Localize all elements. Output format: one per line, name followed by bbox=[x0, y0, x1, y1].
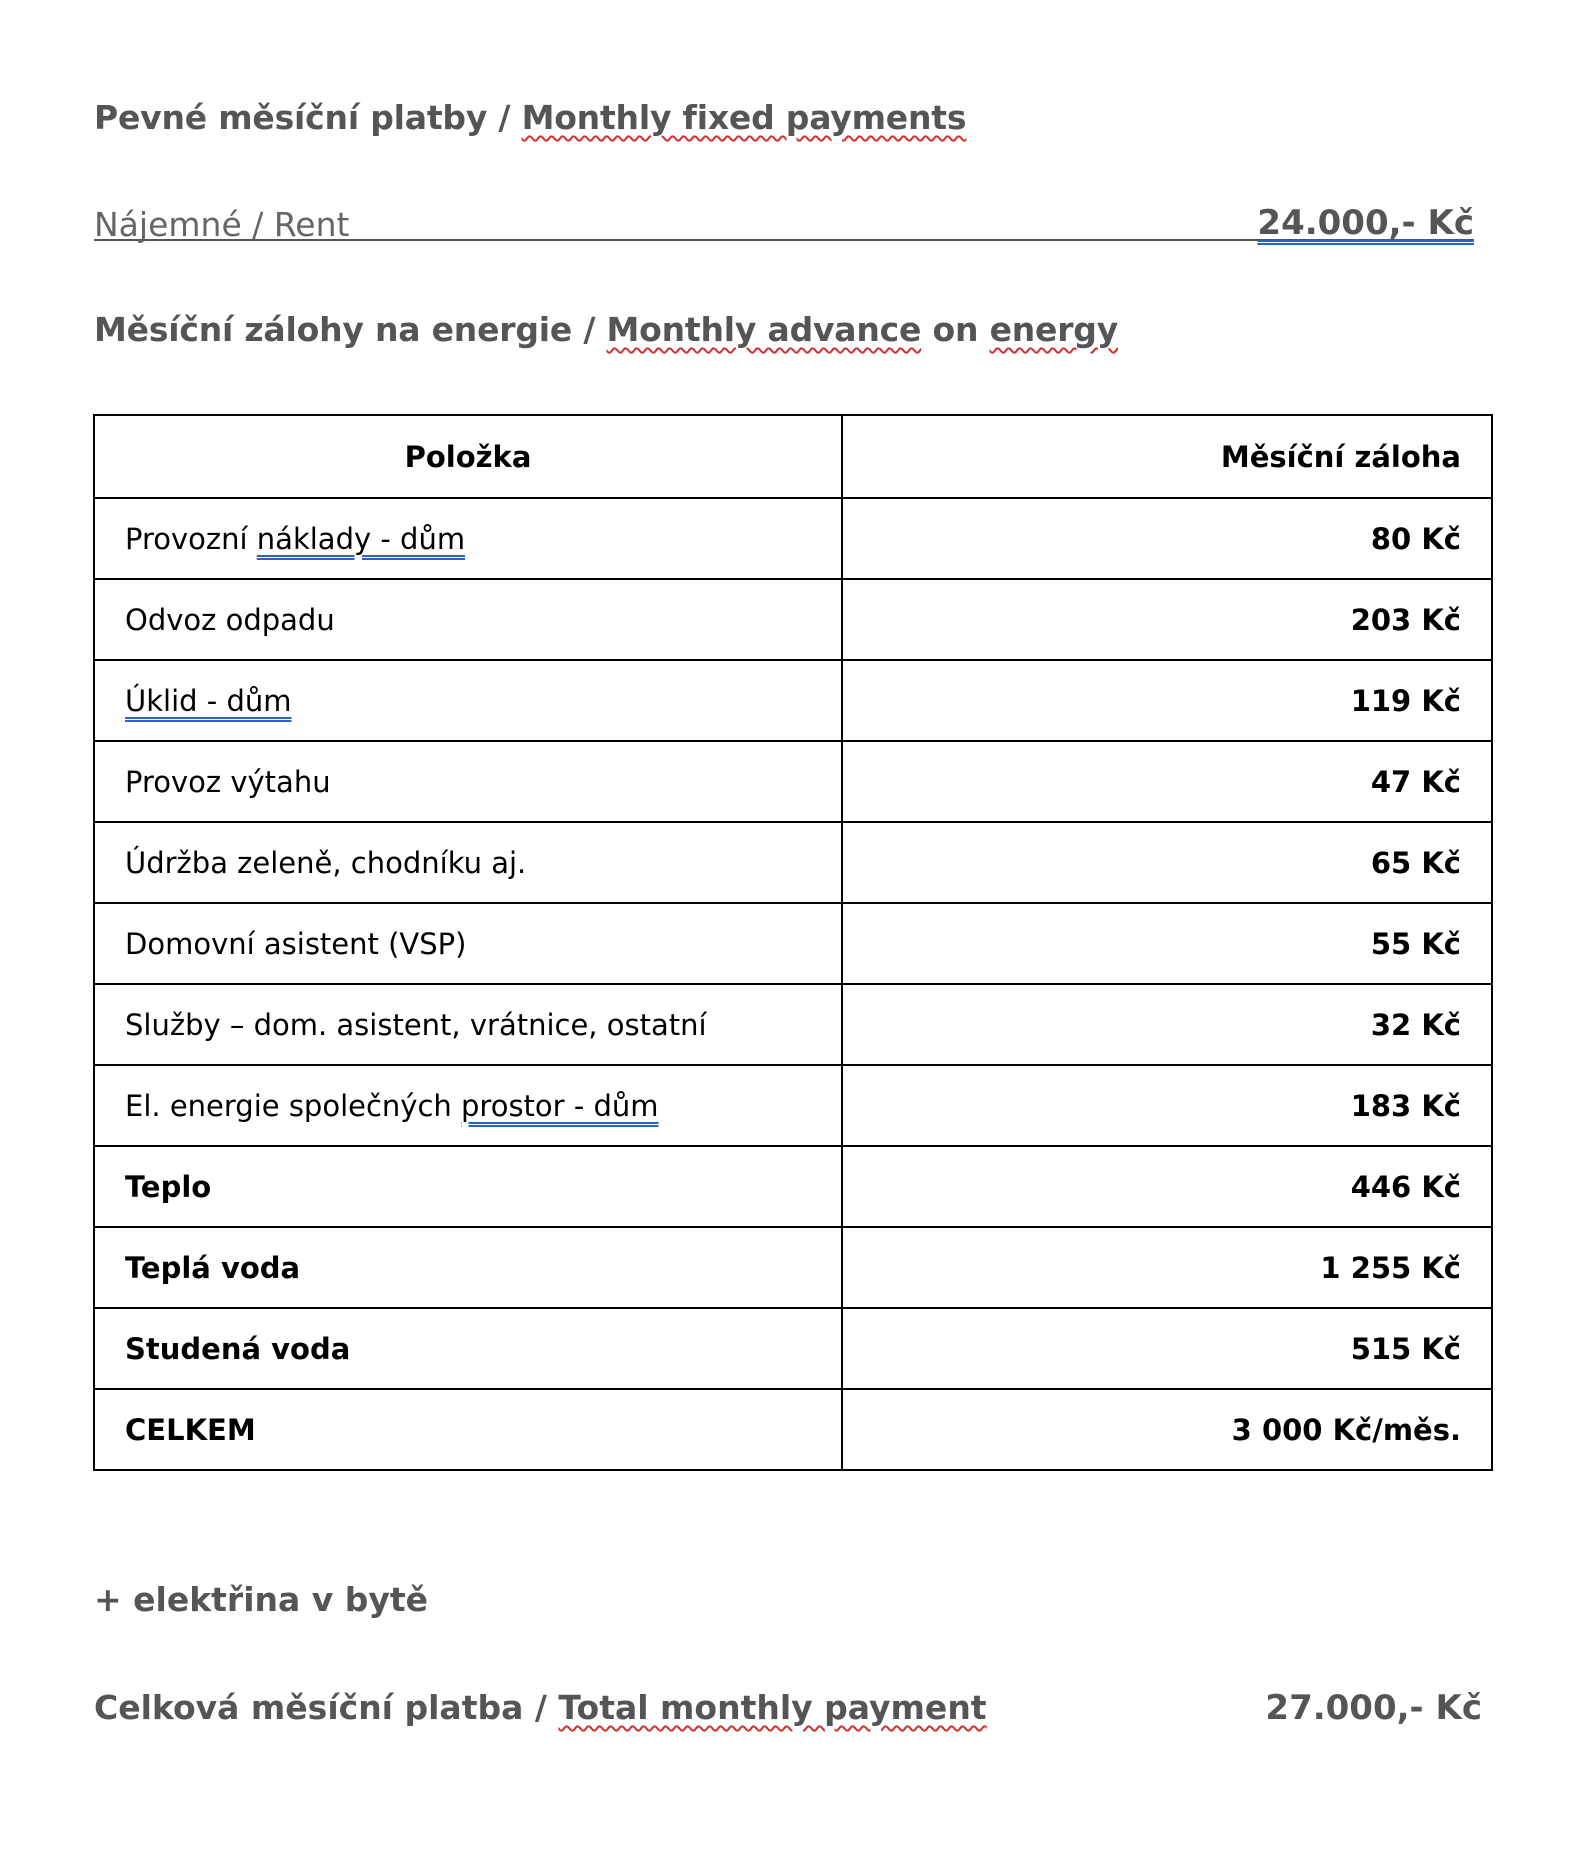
table-row bbox=[94, 984, 1492, 1065]
table-row bbox=[94, 1146, 1492, 1227]
row-item: Údržba zeleně, chodníku aj. bbox=[94, 822, 842, 903]
row-item: Teplá voda bbox=[94, 1227, 842, 1308]
table-row bbox=[94, 822, 1492, 903]
row-item: Studená voda bbox=[94, 1308, 842, 1389]
table-row bbox=[94, 903, 1492, 984]
row-amount: 32 Kč bbox=[842, 984, 1492, 1065]
column-header-item: Položka bbox=[94, 415, 842, 498]
row-item-underlined: Úklid - dům bbox=[125, 683, 292, 718]
table-row bbox=[94, 1227, 1492, 1308]
table-row bbox=[94, 741, 1492, 822]
table-total-row bbox=[94, 1389, 1492, 1470]
row-amount: 203 Kč bbox=[842, 579, 1492, 660]
total-payment-label-en: Total monthly payment bbox=[558, 1688, 987, 1727]
row-item bbox=[94, 498, 842, 579]
rent-value: 24.000,- Kč bbox=[1257, 203, 1474, 243]
row-item: Teplo bbox=[94, 1146, 842, 1227]
fixed-payments-heading-cz: Pevné měsíční platby / bbox=[94, 98, 522, 137]
total-row-amount: 3 000 Kč/měs. bbox=[842, 1389, 1492, 1470]
total-payment-label bbox=[94, 1688, 987, 1727]
row-item bbox=[94, 660, 842, 741]
table-row bbox=[94, 1308, 1492, 1389]
total-row-label: CELKEM bbox=[94, 1389, 842, 1470]
row-item bbox=[94, 1065, 842, 1146]
row-amount: 119 Kč bbox=[842, 660, 1492, 741]
row-amount: 55 Kč bbox=[842, 903, 1492, 984]
row-item: Služby – dom. asistent, vrátnice, ostatní bbox=[94, 984, 842, 1065]
row-item-underlined: prostor - dům bbox=[461, 1088, 659, 1123]
table-row bbox=[94, 660, 1492, 741]
table-row bbox=[94, 1065, 1492, 1146]
row-amount: 1 255 Kč bbox=[842, 1227, 1492, 1308]
row-amount: 47 Kč bbox=[842, 741, 1492, 822]
row-amount: 515 Kč bbox=[842, 1308, 1492, 1389]
fixed-payments-heading bbox=[94, 98, 966, 137]
table-header-row bbox=[94, 415, 1492, 498]
row-item: Odvoz odpadu bbox=[94, 579, 842, 660]
row-amount: 183 Kč bbox=[842, 1065, 1492, 1146]
column-header-amount: Měsíční záloha bbox=[842, 415, 1492, 498]
row-item-underlined: náklady - dům bbox=[256, 521, 466, 556]
energy-advance-heading-cz: Měsíční zálohy na energie / bbox=[94, 310, 607, 349]
energy-advance-table bbox=[93, 414, 1493, 1471]
energy-advance-heading-en-3: energy bbox=[989, 310, 1119, 349]
table-row bbox=[94, 579, 1492, 660]
row-amount: 446 Kč bbox=[842, 1146, 1492, 1227]
fixed-payments-heading-en: Monthly fixed payments bbox=[521, 98, 967, 137]
rent-label: Nájemné / Rent bbox=[94, 205, 350, 244]
row-item-text: El. energie společných bbox=[125, 1088, 462, 1123]
row-item: Provoz výtahu bbox=[94, 741, 842, 822]
table-row bbox=[94, 498, 1492, 579]
row-item: Domovní asistent (VSP) bbox=[94, 903, 842, 984]
rent-row bbox=[94, 195, 1474, 244]
energy-advance-heading-en-1: Monthly advance bbox=[606, 310, 922, 349]
electricity-note: + elektřina v bytě bbox=[94, 1580, 429, 1619]
total-payment-value: 27.000,- Kč bbox=[1265, 1688, 1482, 1728]
row-amount: 65 Kč bbox=[842, 822, 1492, 903]
energy-advance-heading-en-2: on bbox=[921, 310, 990, 349]
total-payment-label-cz: Celková měsíční platba / bbox=[94, 1688, 559, 1727]
energy-advance-heading bbox=[94, 310, 1118, 349]
row-amount: 80 Kč bbox=[842, 498, 1492, 579]
row-item-text: Provozní bbox=[125, 521, 257, 556]
